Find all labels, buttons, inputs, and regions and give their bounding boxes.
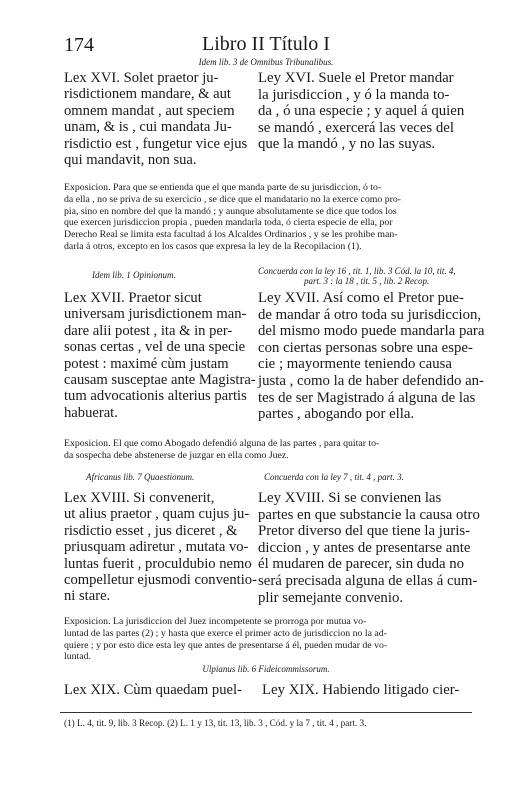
spanish-line: partes , abogando por ella. bbox=[258, 406, 415, 423]
law-17-latin bbox=[64, 290, 256, 421]
spanish-line: él mudaren de parecer, sin duda no bbox=[258, 556, 465, 573]
spanish-line: con ciertas personas sobre una espe- bbox=[258, 339, 473, 356]
spanish-line: da , ó una especie ; y aquel á quien bbox=[258, 103, 465, 120]
spanish-line: cie ; mayormente teniendo causa bbox=[258, 356, 452, 373]
latin-line: Lex XVII. Praetor sicut bbox=[64, 290, 202, 306]
law-17-spanish bbox=[258, 290, 484, 423]
spanish-line: Ley XVIII. Si se convienen las bbox=[258, 490, 442, 506]
page-title: Libro II Título I bbox=[202, 33, 330, 55]
latin-line: priusquam adiretur , mutata vo- bbox=[64, 539, 249, 556]
latin-line: risdictio esset , jus diceret , & bbox=[64, 522, 238, 539]
law-19-spanish: Ley XIX. Habiendo litigado cier- bbox=[262, 682, 460, 698]
law-16-spanish bbox=[258, 70, 464, 153]
latin-line: qui mandavit, non sua. bbox=[64, 152, 197, 169]
spanish-line: diccion , y antes de presentarse ante bbox=[258, 539, 471, 556]
footnotes: (1) L. 4, tit. 9, lib. 3 Recop. (2) L. 1 y 13, tit. 13, lib. 3 , Cód. y la 7 , tit. 4 , part. 3. bbox=[64, 718, 367, 728]
spanish-line: se mandó , exercerá las veces del bbox=[258, 119, 454, 136]
exposicion-line: luntad. bbox=[64, 651, 91, 663]
law-17-source: Idem lib. 1 Opinionum. bbox=[92, 270, 176, 280]
spanish-line: Ley XVI. Suele el Pretor mandar bbox=[258, 70, 454, 86]
spanish-line: será precisada alguna de ellas á cum- bbox=[258, 572, 478, 589]
law-16-source: Idem lib. 3 de Omnibus Tribunalibus. bbox=[198, 57, 334, 67]
exposicion-line: quiere ; y por esto dice esta ley que antes de presentarse á él, pueden mudar de vo- bbox=[64, 639, 388, 651]
latin-line: potest : maximé cùm justam bbox=[64, 355, 229, 372]
spanish-line: que la mandó , y no las suyas. bbox=[258, 136, 436, 153]
spanish-line: de mandar á otro toda su jurisdiccion, bbox=[258, 306, 482, 323]
exposicion-line: Derecho Real se limita esta facultad á los Alcaldes Ordinarios , y se les prohibe man- bbox=[64, 229, 398, 241]
spanish-line: tes de ser Magistrado á alguna de las bbox=[258, 389, 476, 406]
latin-line: ni stare. bbox=[64, 588, 111, 605]
law-18-exposicion bbox=[64, 616, 387, 663]
spanish-line: la jurisdiccion , y ó la manda to- bbox=[258, 86, 450, 103]
exposicion-line: Exposicion. El que como Abogado defendió alguna de las partes , para quitar to- bbox=[64, 438, 380, 449]
law-18-latin bbox=[64, 490, 257, 605]
latin-line: universam jurisdictionem man- bbox=[64, 306, 247, 323]
spanish-line: justa , como la de haber defendido an- bbox=[258, 372, 484, 389]
footnote-divider bbox=[60, 712, 472, 713]
exposicion-line: luntad de las partes (2) ; y hasta que exerce el primer acto de jurisdiccion no la ad- bbox=[64, 627, 387, 639]
latin-line: sonas certas , vel de una specie bbox=[64, 339, 246, 356]
law-19-source: Ulpianus lib. 6 Fideicommissorum. bbox=[202, 664, 330, 674]
concordance-line: part. 3 : la 18 , tit. 5 , lib. 2 Recop. bbox=[304, 276, 430, 286]
exposicion-line: da ella , no se priva de su exercicio , se dice que el mandatario no la exerce como pro- bbox=[64, 193, 402, 205]
spanish-line: Ley XVII. Así como el Pretor pue- bbox=[258, 290, 464, 306]
latin-line: causam susceptae ante Magistra- bbox=[64, 372, 256, 389]
latin-line: tum advocationis alterius partis bbox=[64, 388, 247, 405]
exposicion-line: da sospecha debe abstenerse de juzgar en ella como Juez. bbox=[64, 449, 289, 461]
latin-line: dare alii potest , ita & in per- bbox=[64, 322, 233, 339]
latin-line: habuerat. bbox=[64, 404, 118, 421]
latin-line: Lex XVIII. Si convenerit, bbox=[64, 490, 215, 506]
spanish-line: Pretor diverso del que tiene la juris- bbox=[258, 523, 471, 540]
latin-line: omnem mandat , aut speciem bbox=[64, 102, 235, 119]
latin-line: unam, & is , cui mandata Ju- bbox=[64, 119, 232, 136]
spanish-line: plir semejante convenio. bbox=[258, 589, 404, 606]
spanish-line: del mismo modo puede mandarla para bbox=[258, 323, 485, 340]
latin-line: luntas fuerit , proculdubio nemo bbox=[64, 555, 252, 572]
latin-line: ut alius praetor , quam cujus ju- bbox=[64, 506, 250, 523]
law-16-latin bbox=[64, 70, 247, 168]
law-17-concordance bbox=[258, 266, 456, 286]
page-number: 174 bbox=[64, 34, 94, 56]
exposicion-line: darla á otros, excepto en los casos que expresa la ley de la Recopilacion (1). bbox=[64, 240, 362, 252]
exposicion-line: Exposicion. Para que se entienda que el que manda parte de su jurisdiccion, ó to- bbox=[64, 182, 382, 193]
law-19-latin: Lex XIX. Cùm quaedam puel- bbox=[64, 682, 242, 698]
exposicion-line: que exercen jurisdiccion propia , pueden mandarla toda, ó cierta especie de ella, por bbox=[64, 217, 393, 229]
latin-line: Lex XVI. Solet praetor ju- bbox=[64, 70, 219, 86]
law-18-concordance: Concuerda con la ley 7 , tit. 4 , part. 3. bbox=[264, 472, 404, 482]
law-18-spanish bbox=[258, 490, 480, 606]
law-17-exposicion bbox=[64, 438, 379, 462]
latin-line: risdictio est , fungetur vice ejus bbox=[64, 135, 248, 152]
concordance-line: Concuerda con la ley 16 , tit. 1, lib. 3 Cód. la 10, tit. 4, bbox=[258, 266, 456, 276]
latin-line: compelletur ejusmodi conventio- bbox=[64, 572, 257, 589]
law-18-source: Africanus lib. 7 Quaestionum. bbox=[86, 472, 195, 482]
latin-line: risdictionem mandare, & aut bbox=[64, 86, 231, 103]
exposicion-line: Exposicion. La jurisdiccion del Juez incompetente se prorroga por mutua vo- bbox=[64, 616, 367, 627]
spanish-line: partes en que substancie la causa otro bbox=[258, 506, 480, 523]
law-16-exposicion bbox=[64, 182, 401, 253]
exposicion-line: pia, sino en nombre del que la mandó ; y aunque absolutamente se dice que todos los bbox=[64, 205, 397, 217]
